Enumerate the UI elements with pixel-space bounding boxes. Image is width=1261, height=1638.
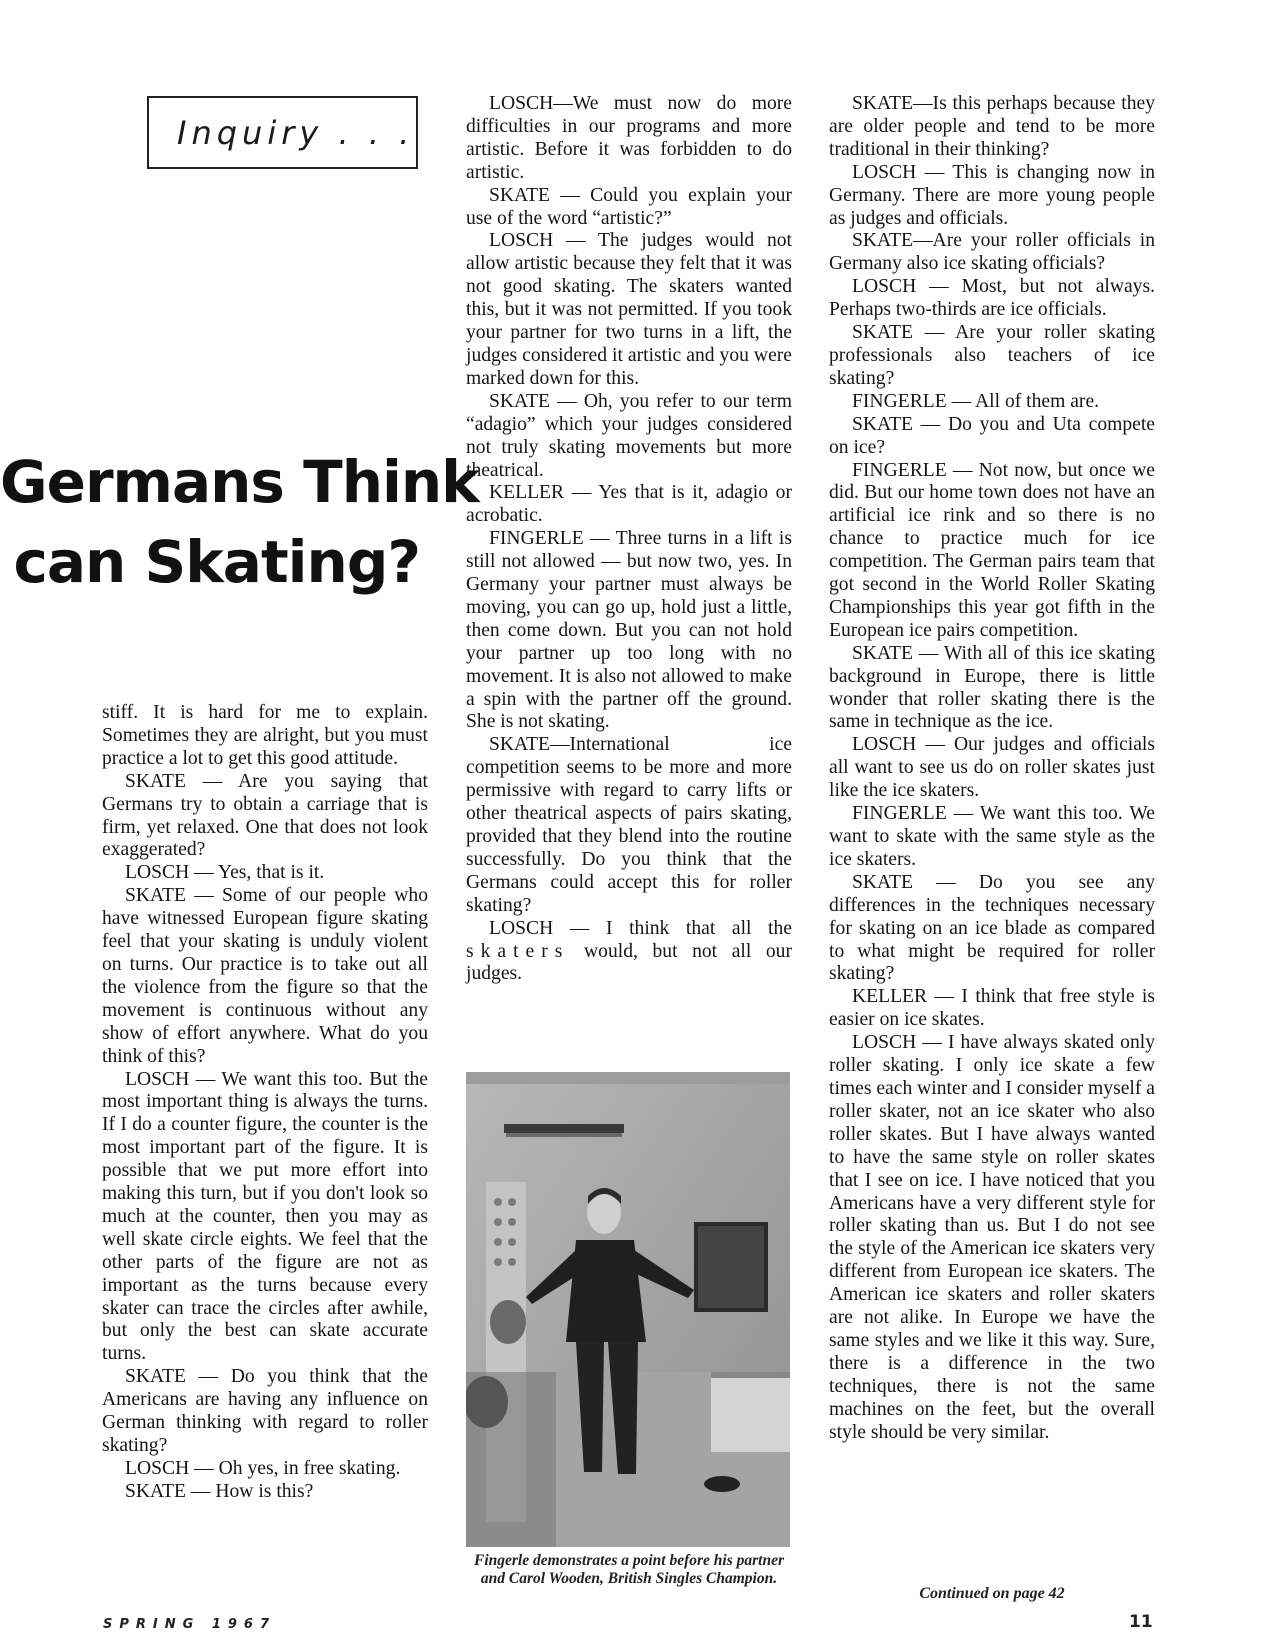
paragraph: LOSCH — Oh yes, in free skating. — [125, 1457, 401, 1479]
photo-caption: Fingerle demonstrates a point before his partner and Carol Wooden, British Singles Champion. — [473, 1552, 785, 1587]
paragraph: SKATE — Some of our people who have witnessed European figure skating feel that your skating is unduly violent on turns. Our practice is to take out all the violence from the figure so that the movement is continuous without any show of effort anywhere. What do you think of this? — [102, 885, 428, 1067]
paragraph: SKATE — Oh, you refer to our term “adagio” which your judges considered not truly skating movements but more theatrical. — [466, 390, 792, 481]
paragraph: SKATE — Do you and Uta compete on ice? — [829, 413, 1155, 458]
paragraph: LOSCH — Yes, that is it. — [125, 862, 325, 884]
paragraph-lead: LOSCH — I think that all the — [489, 917, 792, 939]
paragraph: SKATE — Could you explain your use of the word “artistic?” — [466, 184, 792, 229]
paragraph: FINGERLE — All of them are. — [852, 390, 1100, 412]
paragraph: SKATE—Is this perhaps because they are older people and tend to be more traditional in their thinking? — [829, 93, 1155, 160]
section-label: Inquiry . . . — [177, 114, 415, 152]
paragraph-tail: would, but not all our judges. — [466, 940, 792, 985]
headline-line-2: can Skating? — [13, 528, 420, 596]
paragraph: FINGERLE — We want this too. We want to skate with the same style as the ice skaters. — [829, 803, 1155, 870]
paragraph: SKATE — Do you see any differences in the techniques necessary for skating on an ice blade as compared to what might be required for roller skating? — [829, 871, 1155, 985]
paragraph: SKATE — Do you think that the Americans are having any influence on German thinking with regard to roller skating? — [102, 1366, 428, 1456]
article-photo — [466, 1072, 790, 1547]
paragraph — [466, 918, 792, 987]
section-label-box — [147, 96, 418, 169]
issue-label: SPRING 1967 — [103, 1617, 276, 1632]
page-number: 11 — [1129, 1612, 1153, 1632]
paragraph: LOSCH — Most, but not always. Perhaps two-thirds are ice officials. — [829, 276, 1155, 321]
paragraph: KELLER — Yes that is it, adagio or acrobatic. — [466, 482, 792, 527]
paragraph: FINGERLE — Three turns in a lift is still not allowed — but now two, yes. In Germany your partner must always be moving, you can go up, hold just a little, then come down. But you can not hold your partner up too long with no movement. It is also not allowed to make a spin with the partner off the ground. She is not skating. — [466, 528, 792, 733]
headline-line-1: Germans Think — [0, 448, 479, 516]
paragraph: LOSCH — I have always skated only roller skating. I only ice skate a few times each winter and I consider myself a roller skater, not an ice skater who also roller skates. But I have always wanted to have the same style on roller skates that I see on ice. I have noticed that you Americans have a very different style for roller skating than us. But I do not see the style of the American ice skaters very different from European ice skaters. The American ice skaters and roller skaters are not alike. In Europe we have the same styles and we like it this way. Sure, there is a difference in the two techniques, there is not the same machines on the feet, but the overall style should be very similar. — [829, 1032, 1155, 1443]
article-column-1 — [102, 702, 428, 1504]
article-column-2 — [466, 93, 792, 986]
paragraph: SKATE — With all of this ice skating background in Europe, there is little wonder that roller skating there is the same in technique as the ice. — [829, 642, 1155, 733]
paragraph: stiff. It is hard for me to explain. Sometimes they are alright, but you must practice a lot to get this good attitude. — [102, 702, 428, 769]
paragraph: LOSCH — We want this too. But the most important thing is always the turns. If I do a counter figure, the counter is the most important part of the figure. It is possible that we put more effort into making this turn, but if you don't look so much at the counter, then you may as well skate circle eights. We feel that the other parts of the figure are not as important as the turns because every skater can trace the circles after awhile, but only the best can skate accurate turns. — [102, 1068, 428, 1365]
paragraph: LOSCH — This is changing now in Germany. There are more young people as judges and officials. — [829, 161, 1155, 229]
paragraph: LOSCH—We must now do more difficulties in our programs and more artistic. Before it was forbidden to do artistic. — [466, 93, 792, 183]
paragraph: SKATE — Are you saying that Germans try to obtain a carriage that is firm, yet relaxed. One that does not look exaggerated? — [102, 770, 428, 861]
article-column-3 — [829, 93, 1155, 1444]
photo-illustration — [466, 1072, 790, 1547]
paragraph: FINGERLE — Not now, but once we did. But our home town does not have an artificial ice rink and so there is no chance to practice much for ice competition. The German pairs team that got second in the World Roller Skating Championships this year got fifth in the European ice pairs competition. — [829, 459, 1155, 641]
spaced-word: skaters — [466, 940, 570, 962]
paragraph: LOSCH — Our judges and officials all want to see us do on roller skates just like the ice skaters. — [829, 734, 1155, 802]
paragraph: SKATE — Are your roller skating professionals also teachers of ice skating? — [829, 322, 1155, 389]
paragraph: SKATE—Are your roller officials in Germany also ice skating officials? — [829, 230, 1155, 275]
paragraph: LOSCH — The judges would not allow artistic because they felt that it was not good skating. The skaters wanted this, but it was not permitted. If you took your partner for two turns in a lift, the judges considered it artistic and you were marked down for this. — [466, 230, 792, 389]
continued-note: Continued on page 42 — [919, 1585, 1065, 1602]
paragraph: SKATE — How is this? — [125, 1480, 314, 1502]
paragraph: SKATE—International ice competition seems to be more and more permissive with regard to carry lifts or other theatrical aspects of pairs skating, provided that they blend into the routine successfully. Do you think that the Germans could accept this for roller skating? — [466, 734, 792, 916]
paragraph: KELLER — I think that free style is easier on ice skates. — [829, 986, 1155, 1031]
